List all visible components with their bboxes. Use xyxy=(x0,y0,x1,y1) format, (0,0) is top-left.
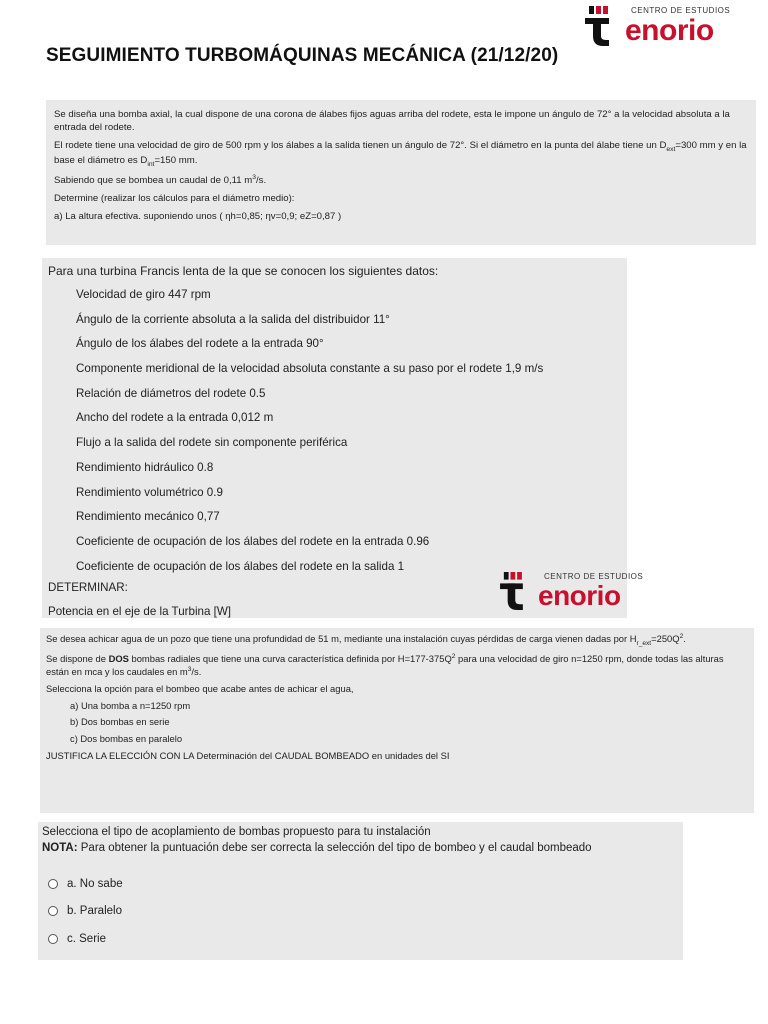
radio-button[interactable] xyxy=(48,879,58,889)
logo-subtitle: CENTRO DE ESTUDIOS xyxy=(631,6,731,15)
q2-data-item: Ancho del rodete a la entrada 0,012 m xyxy=(76,411,274,425)
radio-label: c. Serie xyxy=(67,932,106,945)
q2-data-item: Rendimiento volumétrico 0.9 xyxy=(76,485,223,499)
question-3 xyxy=(40,628,754,813)
q4-heading: Selecciona el tipo de acoplamiento de bombas propuesto para tu instalación xyxy=(42,826,431,838)
q3-paragraph-1: Se desea achicar agua de un pozo que tiene una profundidad de 51 m, mediante una instalación cuyas pérdidas de carga vienen dadas por $H_{r\_ext}=250Q^2$. xyxy=(46,633,686,647)
q2-data-item: Relación de diámetros del rodete 0.5 xyxy=(76,386,266,400)
question-2 xyxy=(42,258,627,618)
tenorio-logo-icon xyxy=(585,6,627,46)
radio-button[interactable] xyxy=(48,934,58,944)
q2-data-list xyxy=(48,283,621,579)
q2-determinar: DETERMINAR: xyxy=(48,581,128,595)
radio-label: b. Paralelo xyxy=(67,905,122,918)
q2-data-item: Rendimiento mecánico 0,77 xyxy=(76,510,220,524)
logo-wordmark: enorio xyxy=(625,14,714,47)
q3-paragraph-3: Selecciona la opción para el bombeo que acabe antes de achicar el agua, xyxy=(46,683,354,695)
q1-paragraph-1: Se diseña una bomba axial, la cual dispone de una corona de álabes fijos aguas arriba del rodete, esta le impone un ángulo de 72° a la velocidad absoluta a la entrada del rodete. xyxy=(54,109,730,134)
logo-middle xyxy=(500,572,644,611)
q1-paragraph-4: Determine (realizar los cálculos para el diámetro medio): xyxy=(54,193,295,205)
q3-option-a: a) Una bomba a n=1250 rpm xyxy=(70,699,191,711)
radio-option-no-sabe[interactable] xyxy=(48,870,679,898)
radio-option-paralelo[interactable] xyxy=(48,898,679,926)
logo-wordmark: enorio xyxy=(538,580,621,611)
radio-label: a. No sabe xyxy=(67,877,123,890)
q1-paragraph-2: El rodete tiene una velocidad de giro de 500 rpm y los álabes a la salida tienen un ángulo de 72°. Si el diámetro en la punta del álabe tiene un $D_{ext}=300$ mm y en la base el diámetro es $D_{int}=150$ mm. xyxy=(54,139,747,169)
q3-option-b: b) Dos bombas en serie xyxy=(70,716,170,728)
logo-top xyxy=(585,6,731,47)
tenorio-logo-icon xyxy=(500,572,540,610)
q2-data-item: Coeficiente de ocupación de los álabes del rodete en la entrada 0.96 xyxy=(76,534,430,548)
q2-data-item: Velocidad de giro 447 rpm xyxy=(76,288,211,301)
q3-paragraph-2: Se dispone de DOS bombas radiales que tiene una curva característica definida por $H=177-375Q^2$ para una velocidad de giro n=1250 rpm, donde todas las alturas están en mca y los caudales en $m^3/s$. xyxy=(46,652,724,678)
logo-subtitle: CENTRO DE ESTUDIOS xyxy=(544,572,644,581)
q2-data-item: Rendimiento hidráulico 0.8 xyxy=(76,460,214,474)
q3-justify: JUSTIFICA LA ELECCIÓN CON LA Determinación del CAUDAL BOMBEADO en unidades del SI xyxy=(46,749,450,761)
page-title: SEGUIMIENTO TURBOMÁQUINAS MECÁNICA (21/12/20) xyxy=(46,45,559,66)
question-1 xyxy=(46,100,756,245)
q2-data-item: Ángulo de los álabes del rodete a la entrada 90° xyxy=(76,337,324,351)
q2-data-item: Componente meridional de la velocidad absoluta constante a su paso por el rodete 1,9 m/s xyxy=(76,362,544,376)
q4-note: NOTA: Para obtener la puntuación debe ser correcta la selección del tipo de bombeo y el caudal bombeado xyxy=(42,842,592,854)
q2-data-item: Coeficiente de ocupación de los álabes del rodete en la salida 1 xyxy=(76,559,405,573)
q2-data-item: Ángulo de la corriente absoluta a la salida del distribuidor 11° xyxy=(76,312,390,326)
q1-paragraph-5: a) La altura efectiva. suponiendo unos ( ηh=0,85; ηv=0,9; eZ=0,87 ) xyxy=(54,210,342,222)
q2-potencia: Potencia en el eje de la Turbina [W] xyxy=(48,605,232,619)
q2-data-item: Flujo a la salida del rodete sin componente periférica xyxy=(76,436,348,450)
question-4 xyxy=(38,822,683,960)
q3-option-c: c) Dos bombas en paralelo xyxy=(70,732,183,744)
radio-button[interactable] xyxy=(48,906,58,916)
q1-paragraph-3: Sabiendo que se bombea un caudal de 0,11 $m^3/s$. xyxy=(54,174,267,187)
radio-option-serie[interactable] xyxy=(48,925,679,953)
q2-intro: Para una turbina Francis lenta de la que se conocen los siguientes datos: xyxy=(48,264,439,278)
